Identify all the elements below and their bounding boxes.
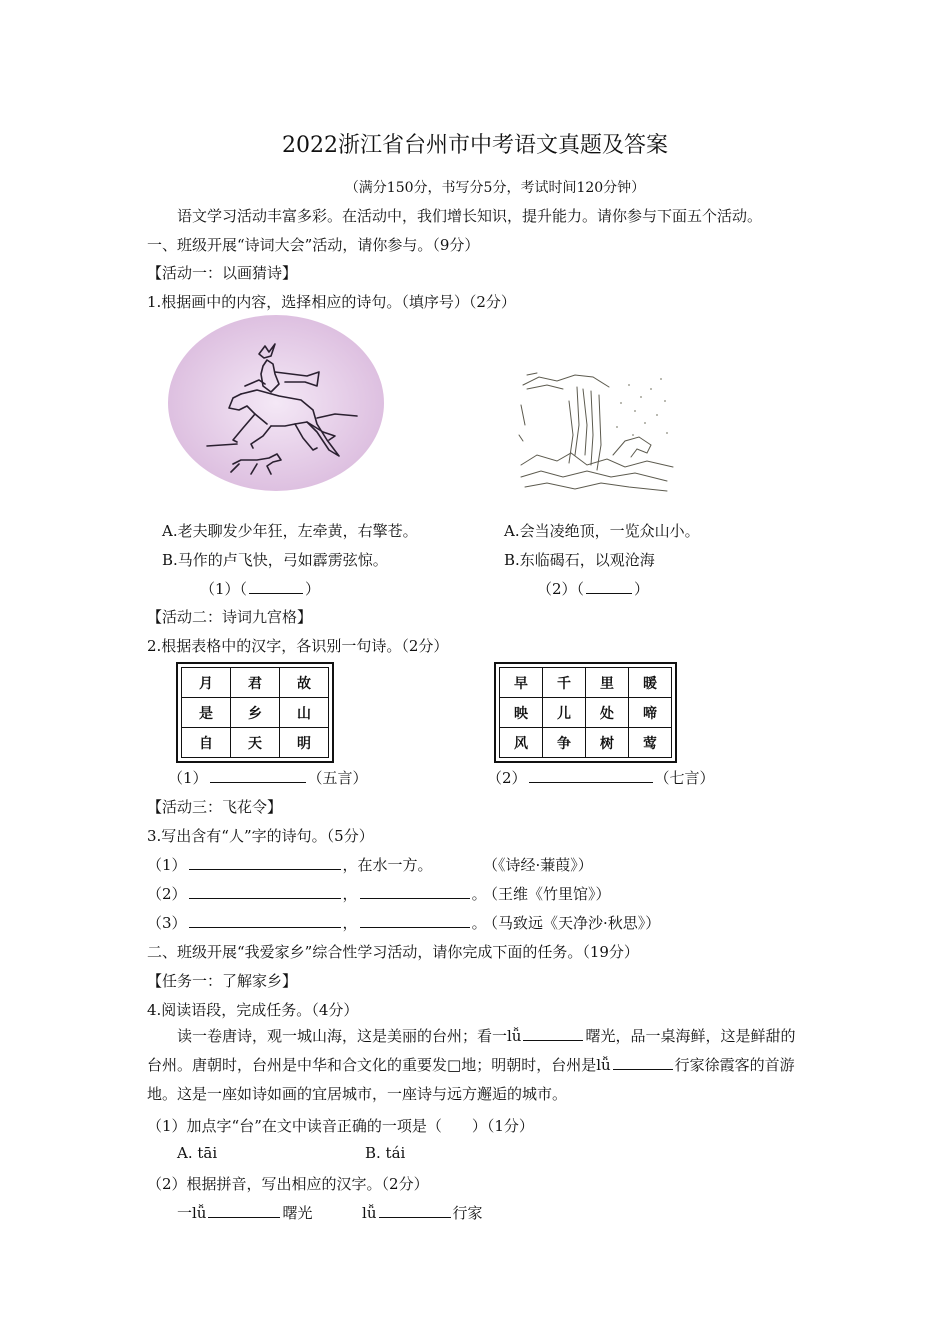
grid-cell: 处: [586, 698, 629, 728]
q1-answer-2: [537, 578, 649, 599]
q3-blank[interactable]: [189, 912, 341, 928]
q2-answer-1: [168, 767, 368, 788]
grid-cell: 月: [182, 668, 231, 698]
activity-2-heading: 【活动二：诗词九宫格】: [147, 608, 313, 626]
poem-grid-five-char: [176, 662, 334, 763]
item-text: 。: [471, 914, 487, 932]
answer-close: ）: [305, 580, 321, 598]
grid-cell: 树: [586, 728, 629, 758]
exam-info: （满分150分，书写分5分，考试时间120分钟）: [344, 180, 646, 196]
grid-cell: 暖: [629, 668, 672, 698]
seaside-illustration: [517, 315, 677, 499]
item-text: 。: [471, 885, 487, 903]
q3-item-1: [147, 854, 433, 875]
q3-source-2: （王维《竹里馆》）: [483, 885, 611, 903]
q2-blank-2[interactable]: [529, 767, 653, 783]
reading-passage: 读一卷唐诗，观一城山海，这是美丽的台州；看一lǚ 曙光，品一桌海鲜，这是鲜甜的台州。唐朝时，台州是中华和合文化的重要发□地；明朝时，台州是lǚ 行家徐霞客的首游地。这是一座如诗如画的宜居城市，一座诗与远方邂逅的城市。: [147, 1027, 796, 1103]
grid-cell: 早: [500, 668, 543, 698]
q1-left-option-b: B.马作的卢飞快，弓如霹雳弦惊。: [162, 551, 388, 569]
grid-cell: 莺: [629, 728, 672, 758]
answer-blank-2[interactable]: [586, 578, 632, 594]
answer-note: （七言）: [654, 769, 715, 787]
grid-cell: 乡: [231, 698, 280, 728]
missing-char-box: □: [447, 1056, 462, 1074]
question-3: 3.写出含有“人”字的诗句。（5分）: [147, 827, 374, 845]
q3-item-3: [147, 912, 487, 933]
item-text: ，: [342, 885, 358, 903]
activity-1-heading: 【活动一：以画猜诗】: [147, 264, 298, 282]
passage-blank[interactable]: [523, 1025, 583, 1041]
answer-close: ）: [634, 580, 650, 598]
answer-note: （五言）: [307, 769, 368, 787]
question-2: 2.根据表格中的汉字，各识别一句诗。（2分）: [147, 637, 449, 655]
q3-blank[interactable]: [360, 912, 470, 928]
question-4: 4.阅读语段，完成任务。（4分）: [147, 1001, 359, 1019]
item-number: （1）: [147, 856, 187, 874]
grid-cell: 里: [586, 668, 629, 698]
grid-cell: 儿: [543, 698, 586, 728]
q4-2-blank-b[interactable]: [379, 1202, 451, 1218]
poem-grid-seven-char: [494, 662, 677, 763]
grid-cell: 啼: [629, 698, 672, 728]
q4-2-answers: 一lǚ 曙光 lǚ 行家: [177, 1204, 483, 1222]
question-4-2: （2）根据拼音，写出相应的汉字。（2分）: [147, 1175, 429, 1193]
grid-cell: 千: [543, 668, 586, 698]
answer-blank-1[interactable]: [249, 578, 303, 594]
q1-answer-1: [200, 578, 320, 599]
q1-right-option-b: B.东临碣石，以观沧海: [504, 551, 655, 569]
question-1: 1.根据画中的内容，选择相应的诗句。（填序号）（2分）: [147, 293, 516, 311]
item-number: （2）: [147, 885, 187, 903]
q1-left-option-a: A.老夫聊发少年狂，左牵黄，右擎苍。: [162, 522, 418, 540]
answer-label: （2）（: [537, 580, 585, 598]
passage-blank[interactable]: [613, 1054, 673, 1070]
answer-label: （2）: [487, 769, 527, 787]
q4-1-option-b: B. tái: [365, 1144, 406, 1162]
grid-cell: 争: [543, 728, 586, 758]
answer-label: （1）（: [200, 580, 248, 598]
q2-answer-2: [487, 767, 715, 788]
q3-blank[interactable]: [189, 883, 341, 899]
item-text: ，在水一方。: [342, 856, 433, 874]
page-title: 2022浙江省台州市中考语文真题及答案: [282, 133, 668, 158]
q4-1-option-a: A. tāi: [177, 1144, 218, 1162]
grid-cell: 自: [182, 728, 231, 758]
q2-blank-1[interactable]: [210, 767, 306, 783]
grid-cell: 风: [500, 728, 543, 758]
q3-item-2: [147, 883, 487, 904]
section-1-heading: 一、班级开展“诗词大会”活动，请你参与。（9分）: [147, 236, 480, 254]
hunter-illustration: [167, 314, 385, 496]
grid-cell: 天: [231, 728, 280, 758]
grid-cell: 君: [231, 668, 280, 698]
intro-text: 语文学习活动丰富多彩。在活动中，我们增长知识，提升能力。请你参与下面五个活动。: [177, 207, 763, 225]
section-2-heading: 二、班级开展“我爱家乡”综合性学习活动，请你完成下面的任务。（19分）: [147, 943, 639, 961]
q1-right-option-a: A.会当凌绝顶，一览众山小。: [504, 522, 700, 540]
grid-cell: 是: [182, 698, 231, 728]
grid-cell: 明: [280, 728, 329, 758]
grid-cell: 故: [280, 668, 329, 698]
task-1-heading: 【任务一：了解家乡】: [147, 972, 298, 990]
item-text: ，: [342, 914, 358, 932]
grid-cell: 山: [280, 698, 329, 728]
answer-label: （1）: [168, 769, 208, 787]
q3-source-3: （马致远《天净沙·秋思》）: [483, 914, 661, 932]
grid-cell: 映: [500, 698, 543, 728]
activity-3-heading: 【活动三：飞花令】: [147, 798, 283, 816]
item-number: （3）: [147, 914, 187, 932]
question-4-1: （1）加点字“台”在文中读音正确的一项是（ ）（1分）: [147, 1117, 534, 1135]
q3-blank[interactable]: [360, 883, 470, 899]
q3-source-1: （《诗经·蒹葭》）: [483, 856, 593, 874]
q4-2-blank-a[interactable]: [208, 1202, 280, 1218]
q3-blank[interactable]: [189, 854, 341, 870]
